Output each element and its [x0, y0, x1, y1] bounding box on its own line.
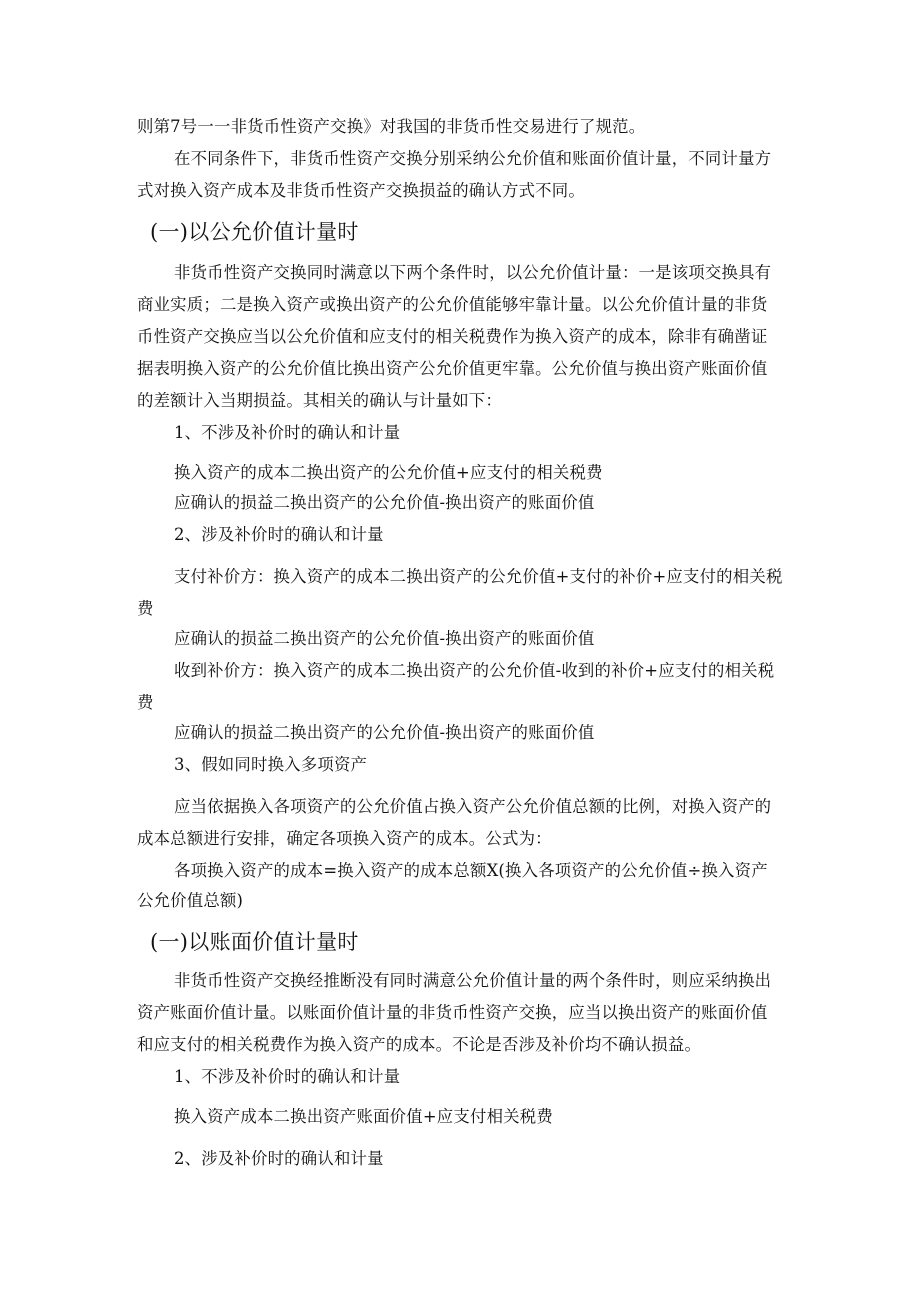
formula-line: 应确认的损益二换出资产的公允价值-换出资产的账面价值	[174, 629, 595, 648]
section-heading: (一)以公允价值计量时	[150, 220, 359, 244]
formula-line: 支付补价方：换入资产的成本二换出资产的公允价值+支付的补价+应支付的相关税	[174, 567, 783, 586]
paragraph-line: 非货币性资产交换经推断没有同时满意公允价值计量的两个条件时，则应采纳换出	[174, 971, 772, 990]
formula-line: 各项换入资产的成本=换入资产的成本总额X(换入各项资产的公允价值÷换入资产	[174, 861, 768, 880]
formula-line: 费	[137, 599, 154, 618]
list-item-heading: 2、涉及补价时的确认和计量	[174, 1149, 384, 1168]
paragraph-line: 商业实质；二是换入资产或换出资产的公允价值能够牢靠计量。以公允价值计量的非货	[137, 295, 768, 314]
paragraph-line: 和应支付的相关税费作为换入资产的成本。不论是否涉及补价均不确认损益。	[137, 1035, 702, 1054]
list-item-heading: 3、假如同时换入多项资产	[174, 755, 368, 774]
paragraph-line: 非货币性资产交换同时满意以下两个条件时，以公允价值计量：一是该项交换具有	[174, 263, 772, 282]
formula-line: 换入资产的成本二换出资产的公允价值+应支付的相关税费	[174, 463, 603, 482]
list-item-heading: 1、不涉及补价时的确认和计量	[174, 1067, 401, 1086]
paragraph-line: 成本总额进行安排，确定各项换入资产的成本。公式为：	[137, 829, 552, 848]
paragraph-line: 在不同条件下，非货币性资产交换分别采纳公允价值和账面价值计量，不同计量方	[174, 149, 772, 168]
formula-line: 费	[137, 693, 154, 712]
paragraph-line: 的差额计入当期损益。其相关的确认与计量如下：	[137, 391, 502, 410]
list-item-heading: 1、不涉及补价时的确认和计量	[174, 423, 401, 442]
list-item-heading: 2、涉及补价时的确认和计量	[174, 525, 384, 544]
paragraph-line: 据表明换入资产的公允价值比换出资产公允价值更牢靠。公允价值与换出资产账面价值	[137, 359, 768, 378]
paragraph-line: 应当依据换入各项资产的公允价值占换入资产公允价值总额的比例，对换入资产的	[174, 797, 772, 816]
formula-line: 换入资产成本二换出资产账面价值+应支付相关税费	[174, 1107, 553, 1126]
paragraph-line: 式对换入资产成本及非货币性资产交换损益的确认方式不同。	[137, 181, 585, 200]
formula-line: 应确认的损益二换出资产的公允价值-换出资产的账面价值	[174, 493, 595, 512]
paragraph-line: 资产账面价值计量。以账面价值计量的非货币性资产交换，应当以换出资产的账面价值	[137, 1003, 768, 1022]
formula-line: 应确认的损益二换出资产的公允价值-换出资产的账面价值	[174, 723, 595, 742]
section-heading: (一)以账面价值计量时	[150, 930, 359, 954]
formula-line: 收到补价方：换入资产的成本二换出资产的公允价值-收到的补价+应支付的相关税	[174, 661, 775, 680]
formula-line: 公允价值总额)	[137, 891, 244, 910]
paragraph-line: 币性资产交换应当以公允价值和应支付的相关税费作为换入资产的成本，除非有确凿证	[137, 327, 768, 346]
paragraph-line: 则第7号一一非货币性资产交换》对我国的非货币性交易进行了规范。	[137, 117, 646, 136]
